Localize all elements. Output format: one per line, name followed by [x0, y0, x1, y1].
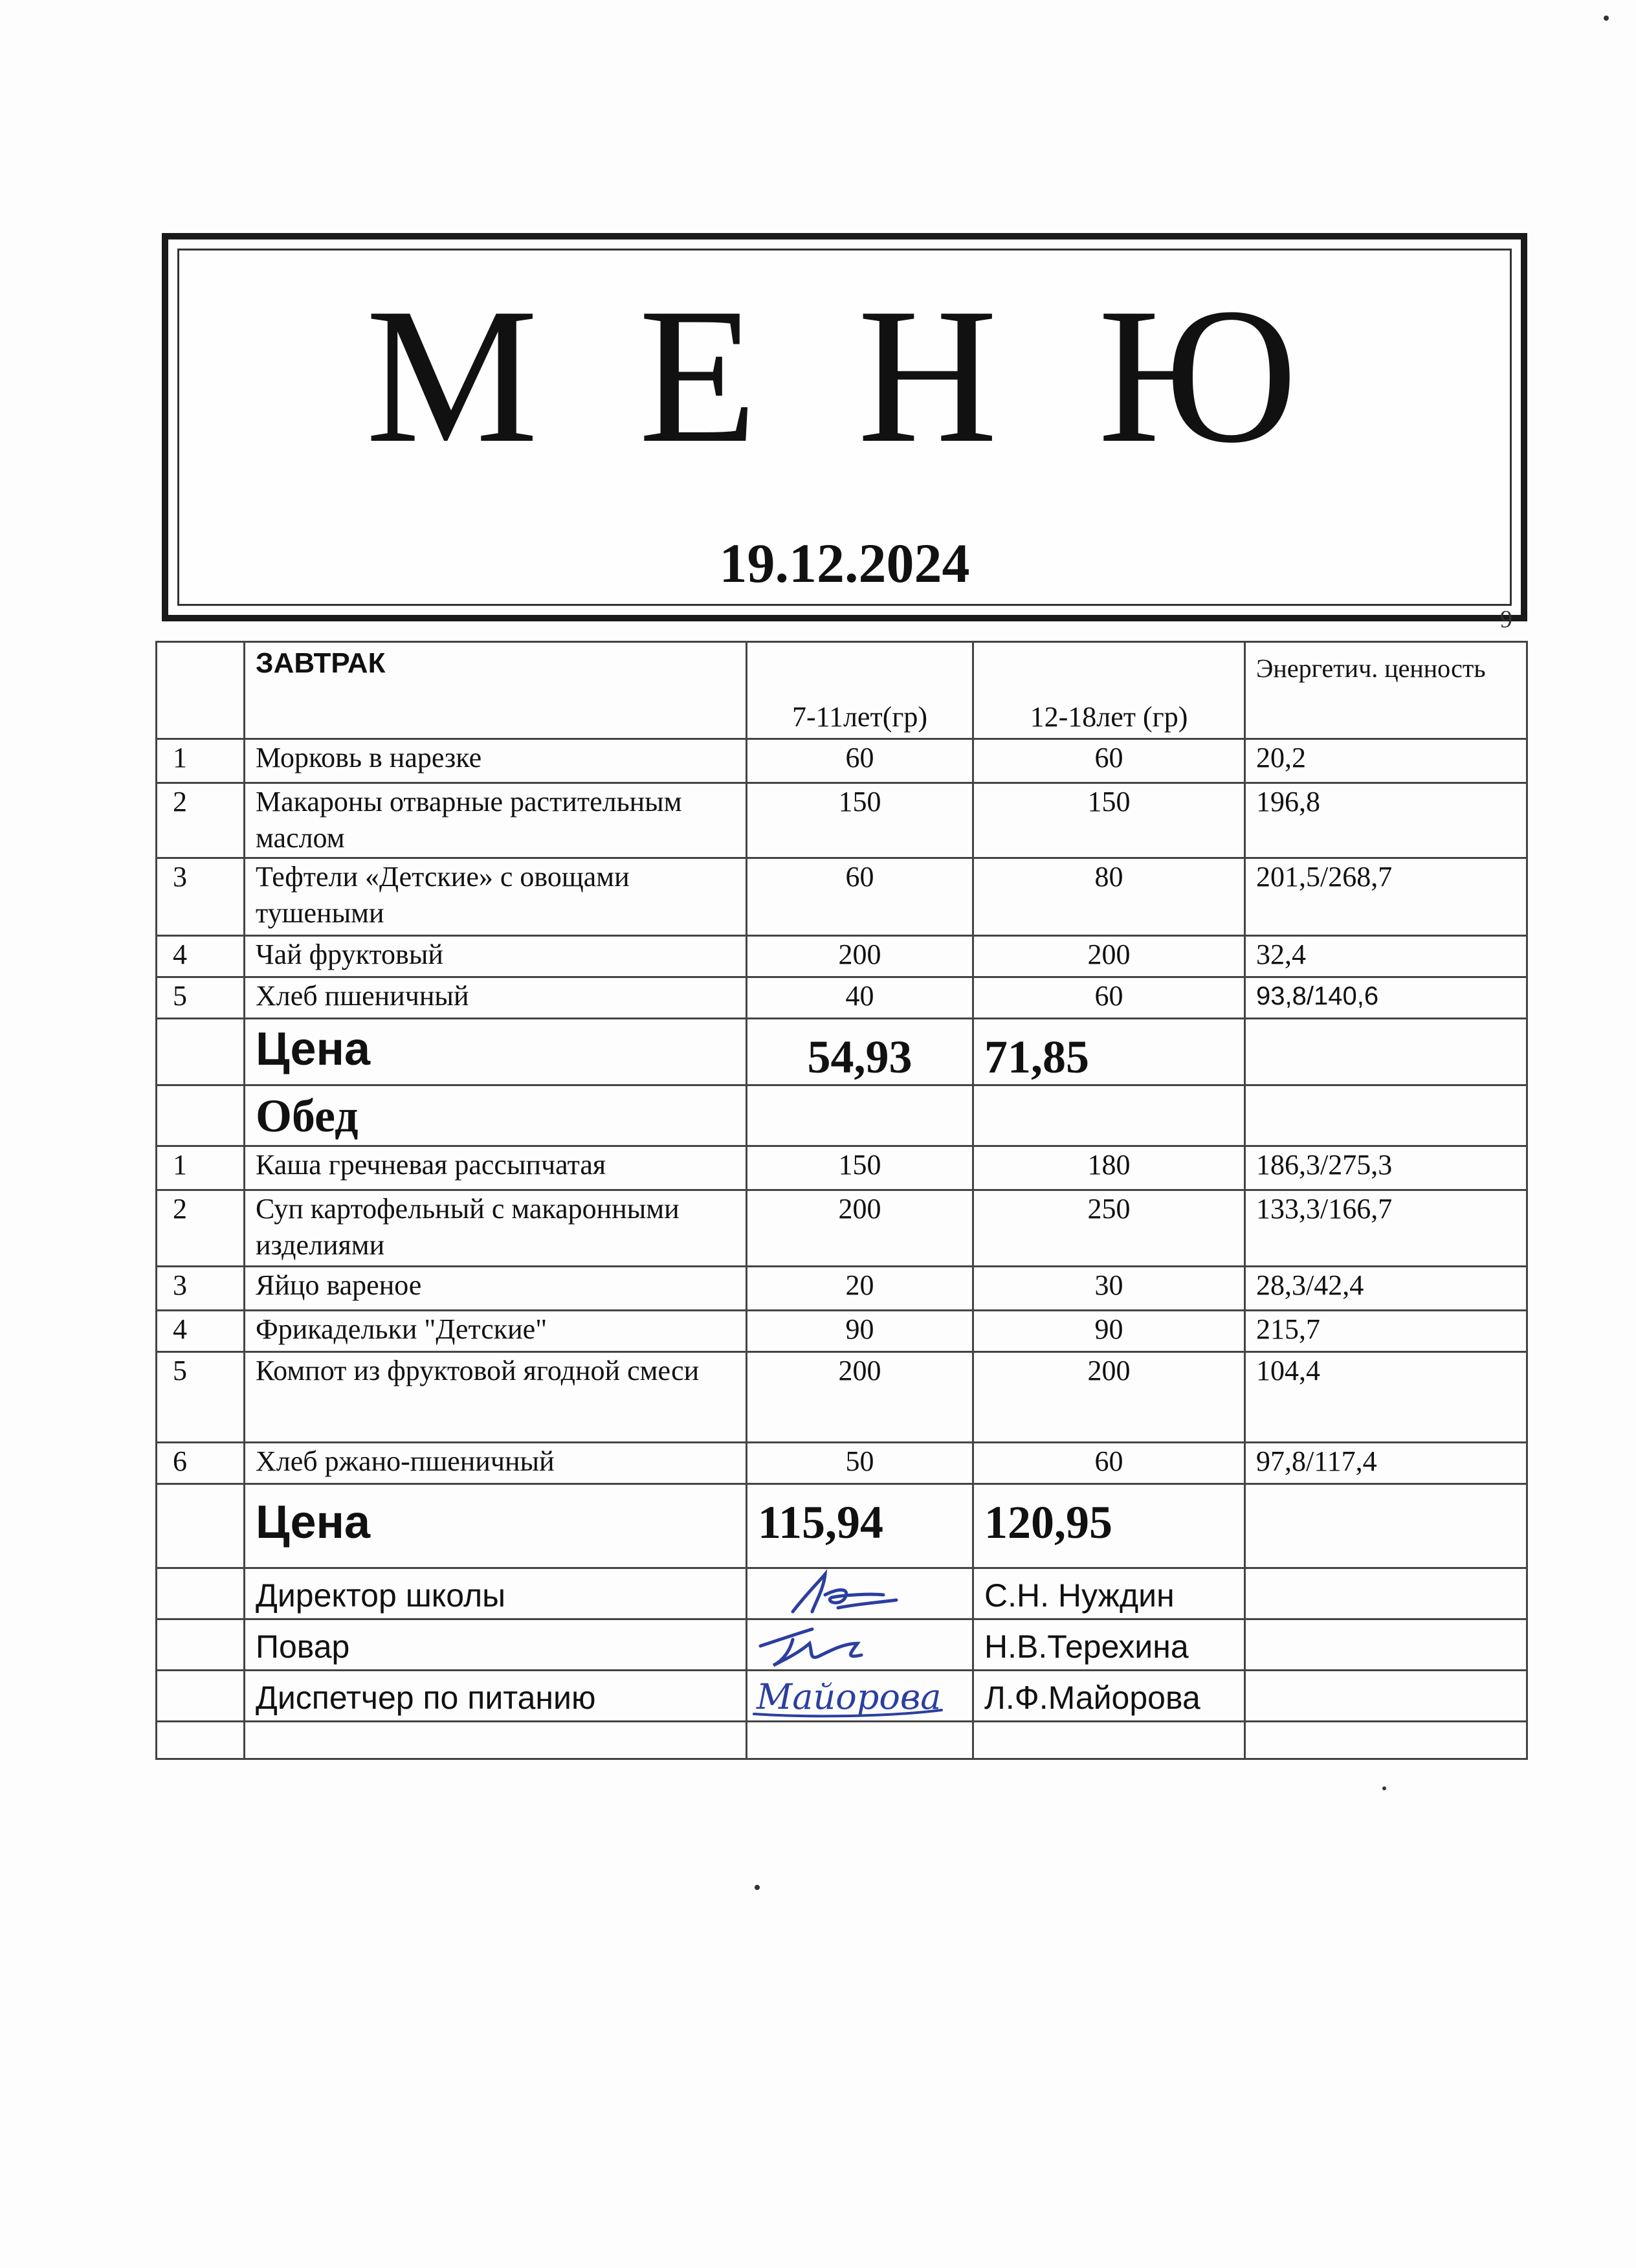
portion-7-11: 60	[747, 858, 973, 936]
signature-role: Повар	[245, 1619, 747, 1671]
price-7-11: 54,93	[747, 1019, 973, 1085]
empty-cell	[747, 1722, 973, 1759]
row-num: 1	[157, 1146, 245, 1190]
row-num: 4	[157, 1311, 245, 1352]
price-label: Цена	[245, 1019, 747, 1085]
energy-value: 215,7	[1245, 1311, 1527, 1352]
scan-speck	[1604, 16, 1609, 21]
sig-num-cell	[157, 1671, 245, 1722]
portion-7-11: 150	[747, 783, 973, 858]
signature-handwriting: Майорова	[757, 1676, 942, 1717]
lunch-heading-row	[157, 1085, 1527, 1146]
signature-dispatcher-image	[747, 1671, 967, 1720]
table-row	[157, 977, 1527, 1019]
dish-name: Суп картофельный с макаронными изделиями	[245, 1190, 747, 1267]
signature-role: Диспетчер по питанию	[245, 1671, 747, 1722]
portion-12-18: 200	[973, 936, 1245, 977]
row-num: 1	[157, 739, 245, 783]
energy-value: 32,4	[1245, 936, 1527, 977]
table-row	[157, 1352, 1527, 1443]
dish-name: Макароны отварные растительным маслом	[245, 783, 747, 858]
table-row	[157, 1443, 1527, 1484]
portion-12-18: 180	[973, 1146, 1245, 1190]
empty-cell	[1245, 1722, 1527, 1759]
table-row	[157, 1146, 1527, 1190]
sig-num-cell	[157, 1619, 245, 1671]
table-row	[157, 1190, 1527, 1267]
table-row	[157, 936, 1527, 977]
dish-name: Хлеб ржано-пшеничный	[245, 1443, 747, 1484]
price-energy-cell	[1245, 1484, 1527, 1568]
energy-header: Энергетич. ценность	[1245, 642, 1527, 739]
dish-name: Тефтели «Детские» с овощами тушеными	[245, 858, 747, 936]
price-label: Цена	[245, 1484, 747, 1568]
row-num: 3	[157, 858, 245, 936]
page-number: 9	[1500, 606, 1512, 633]
row-num: 4	[157, 936, 245, 977]
price-num-cell	[157, 1484, 245, 1568]
price-energy-cell	[1245, 1019, 1527, 1085]
menu-date: 19.12.2024	[719, 532, 970, 594]
portion-7-11: 20	[747, 1267, 973, 1311]
signature-cell	[747, 1568, 973, 1619]
signature-cell	[747, 1619, 973, 1671]
signature-row	[157, 1671, 1527, 1722]
lunch-heading: Обед	[245, 1085, 747, 1146]
dish-name: Фрикадельки "Детские"	[245, 1311, 747, 1352]
signature-cook-image	[747, 1620, 967, 1669]
signature-row	[157, 1568, 1527, 1619]
portion-7-11: 200	[747, 936, 973, 977]
menu-title: М Е Н Ю	[366, 268, 1323, 483]
table-row	[157, 1267, 1527, 1311]
price-row	[157, 1484, 1527, 1568]
dish-name: Морковь в нарезке	[245, 739, 747, 783]
portion-12-18: 60	[973, 1443, 1245, 1484]
portion-7-11: 200	[747, 1352, 973, 1443]
signature-name: Н.В.Терехина	[973, 1619, 1245, 1671]
portion-7-11: 60	[747, 739, 973, 783]
signature-role: Директор школы	[245, 1568, 747, 1619]
energy-value: 97,8/117,4	[1245, 1443, 1527, 1484]
energy-value: 133,3/166,7	[1245, 1190, 1527, 1267]
sig-empty-cell	[1245, 1568, 1527, 1619]
table-row	[157, 1311, 1527, 1352]
portion-12-18: 80	[973, 858, 1245, 936]
portion-7-11: 50	[747, 1443, 973, 1484]
sig-empty-cell	[1245, 1619, 1527, 1671]
title-box	[162, 233, 1527, 621]
price-row	[157, 1019, 1527, 1085]
dish-name: Хлеб пшеничный	[245, 977, 747, 1019]
portion-7-11: 40	[747, 977, 973, 1019]
energy-value: 93,8/140,6	[1245, 977, 1527, 1019]
dish-name: Компот из фруктовой ягодной смеси	[245, 1352, 747, 1443]
lunch-num-cell	[157, 1085, 245, 1146]
portion-7-11: 90	[747, 1311, 973, 1352]
table-row	[157, 783, 1527, 858]
row-num: 5	[157, 977, 245, 1019]
price-12-18: 120,95	[973, 1484, 1245, 1568]
table-row	[157, 739, 1527, 783]
table-header-row	[157, 642, 1527, 739]
dish-name: Яйцо вареное	[245, 1267, 747, 1311]
energy-value: 28,3/42,4	[1245, 1267, 1527, 1311]
lunch-empty-cell	[1245, 1085, 1527, 1146]
portion-12-18: 30	[973, 1267, 1245, 1311]
empty-cell	[157, 1722, 245, 1759]
lunch-empty-cell	[973, 1085, 1245, 1146]
price-num-cell	[157, 1019, 245, 1085]
portion-12-18: 150	[973, 783, 1245, 858]
energy-value: 20,2	[1245, 739, 1527, 783]
signature-cell	[747, 1671, 973, 1722]
empty-cell	[245, 1722, 747, 1759]
row-num: 2	[157, 1190, 245, 1267]
sig-empty-cell	[1245, 1671, 1527, 1722]
energy-value: 196,8	[1245, 783, 1527, 858]
breakfast-heading: ЗАВТРАК	[245, 642, 747, 739]
energy-value: 186,3/275,3	[1245, 1146, 1527, 1190]
energy-value: 201,5/268,7	[1245, 858, 1527, 936]
portion-12-18: 90	[973, 1311, 1245, 1352]
dish-name: Чай фруктовый	[245, 936, 747, 977]
row-num: 5	[157, 1352, 245, 1443]
empty-row	[157, 1722, 1527, 1759]
row-num: 3	[157, 1267, 245, 1311]
empty-cell	[973, 1722, 1245, 1759]
age1-header: 7-11лет(гр)	[747, 642, 973, 739]
sig-num-cell	[157, 1568, 245, 1619]
portion-7-11: 200	[747, 1190, 973, 1267]
price-12-18: 71,85	[973, 1019, 1245, 1085]
menu-table	[155, 641, 1528, 1760]
row-num: 2	[157, 783, 245, 858]
age2-header: 12-18лет (гр)	[973, 642, 1245, 739]
header-num-cell	[157, 642, 245, 739]
portion-12-18: 60	[973, 739, 1245, 783]
scan-speck	[1382, 1786, 1386, 1790]
signature-director-image	[747, 1569, 967, 1618]
scan-speck	[755, 1885, 760, 1890]
table-row	[157, 858, 1527, 936]
portion-12-18: 250	[973, 1190, 1245, 1267]
signature-row	[157, 1619, 1527, 1671]
energy-value: 104,4	[1245, 1352, 1527, 1443]
price-7-11: 115,94	[747, 1484, 973, 1568]
portion-12-18: 60	[973, 977, 1245, 1019]
row-num: 6	[157, 1443, 245, 1484]
lunch-empty-cell	[747, 1085, 973, 1146]
signature-name: С.Н. Нуждин	[973, 1568, 1245, 1619]
portion-7-11: 150	[747, 1146, 973, 1190]
dish-name: Каша гречневая рассыпчатая	[245, 1146, 747, 1190]
portion-12-18: 200	[973, 1352, 1245, 1443]
signature-name: Л.Ф.Майорова	[973, 1671, 1245, 1722]
